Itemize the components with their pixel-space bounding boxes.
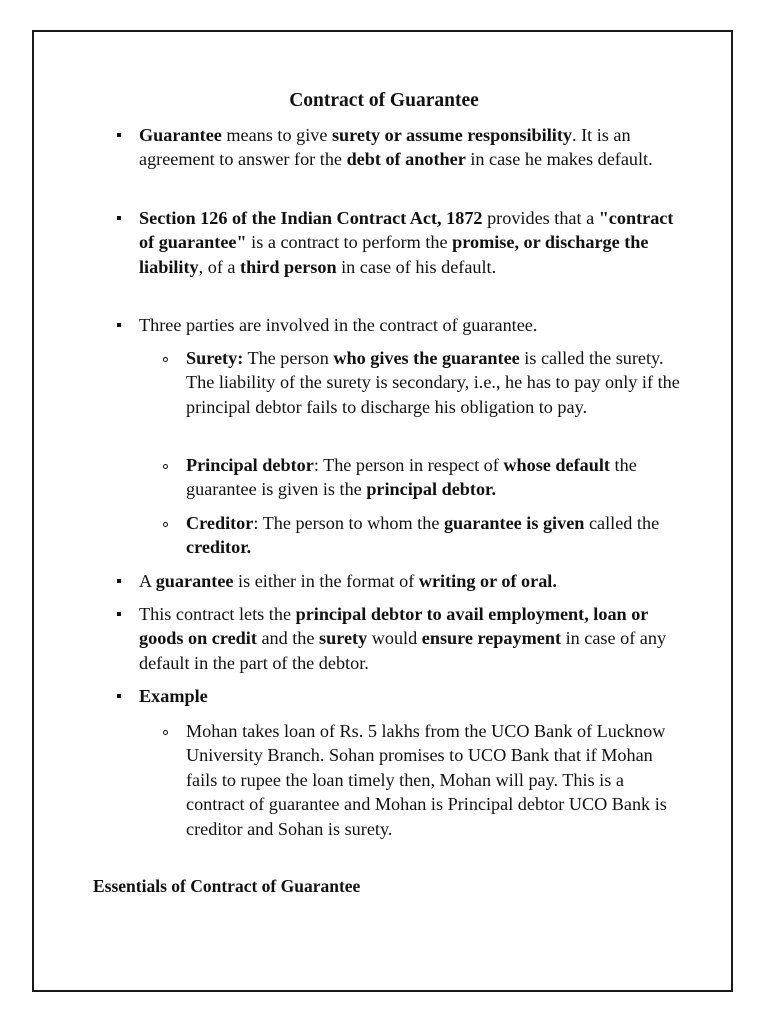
text-run: in case he makes default. (465, 149, 653, 170)
text-run: who gives the guarantee (333, 348, 520, 368)
text-run: means to give (221, 125, 332, 145)
text-run: would (367, 628, 422, 649)
bullet-format (139, 569, 679, 593)
text-run: guarantee is given (443, 513, 585, 533)
text-run: Surety: (186, 348, 244, 368)
text-run: called the (584, 513, 660, 533)
square-bullet-icon (117, 216, 121, 220)
text-run: promise, or discharge the liability (139, 232, 649, 277)
text-run: Creditor (186, 513, 254, 533)
bullet-section-126 (139, 206, 679, 279)
text-run: guarantee (155, 571, 234, 591)
text-run: debt of another (346, 149, 466, 170)
text-run: the guarantee is given is the (186, 455, 637, 500)
text-run: surety (319, 628, 368, 649)
text-run: principal debtor to avail employment, loan or goods on credit (139, 604, 649, 649)
text-run: ensure repayment (421, 628, 562, 649)
square-bullet-icon (117, 133, 121, 137)
text-run: third person (240, 256, 337, 277)
square-bullet-icon (117, 694, 121, 698)
text-run: , of a (198, 256, 241, 277)
text-run: Guarantee (139, 125, 222, 145)
text-run: surety or assume responsibility (331, 125, 572, 145)
square-bullet-icon (117, 579, 121, 583)
text-run: in case of his default. (336, 256, 497, 277)
text-run: writing or of oral. (418, 571, 557, 591)
text-run: . It is an agreement to answer for the (139, 125, 631, 170)
party-principal-debtor (186, 453, 686, 502)
text-run: Principal debtor (186, 455, 314, 475)
text-run: Section 126 of the Indian Contract Act, 1872 (139, 208, 483, 228)
text-run: is either in the format of (233, 571, 419, 591)
text-run: Three parties are involved in the contract of guarantee. (139, 315, 538, 335)
circle-bullet-icon (163, 730, 168, 735)
circle-bullet-icon (163, 357, 168, 362)
text-run: in case of any default in the part of the debtor. (139, 628, 667, 673)
example-mohan-sohan (186, 719, 686, 841)
bullet-contract-purpose (139, 602, 679, 675)
text-run: provides that a (482, 208, 599, 228)
text-run: whose default (503, 455, 610, 475)
text-run: : The person to whom the (253, 513, 444, 533)
party-surety (186, 346, 686, 419)
text-run: principal debtor. (366, 479, 497, 500)
party-creditor (186, 511, 686, 560)
text-run: The person (243, 348, 334, 368)
text-run: Mohan takes loan of Rs. 5 lakhs from the UCO Bank of Lucknow University Branch. Sohan promises to UCO Bank that if Mohan fails to rupee the loan timely then, Mohan will pay. This is a contract of guarantee and Mohan is Principal debtor UCO Bank is creditor and Sohan is surety. (186, 721, 667, 839)
circle-bullet-icon (163, 464, 168, 469)
section-heading-essentials: Essentials of Contract of Guarantee (93, 876, 361, 896)
bullet-three-parties (139, 313, 679, 337)
square-bullet-icon (117, 612, 121, 616)
text-run: : The person in respect of (313, 455, 504, 475)
text-run: A (139, 571, 156, 591)
bullet-guarantee-definition (139, 123, 679, 172)
document-title: Contract of Guarantee (289, 90, 479, 111)
text-run: Example (139, 686, 208, 706)
text-run: This contract lets the (139, 604, 296, 624)
text-run: and the (256, 628, 320, 649)
text-run: is a contract to perform the (246, 232, 453, 253)
square-bullet-icon (117, 323, 121, 327)
circle-bullet-icon (163, 522, 168, 527)
bullet-example (139, 684, 679, 708)
text-run: is called the surety. The liability of the surety is secondary, i.e., he has to pay only if the principal debtor fails to discharge his obligation to pay. (186, 348, 680, 417)
text-run: creditor. (186, 537, 252, 558)
text-run: "contract of guarantee" (139, 208, 674, 253)
